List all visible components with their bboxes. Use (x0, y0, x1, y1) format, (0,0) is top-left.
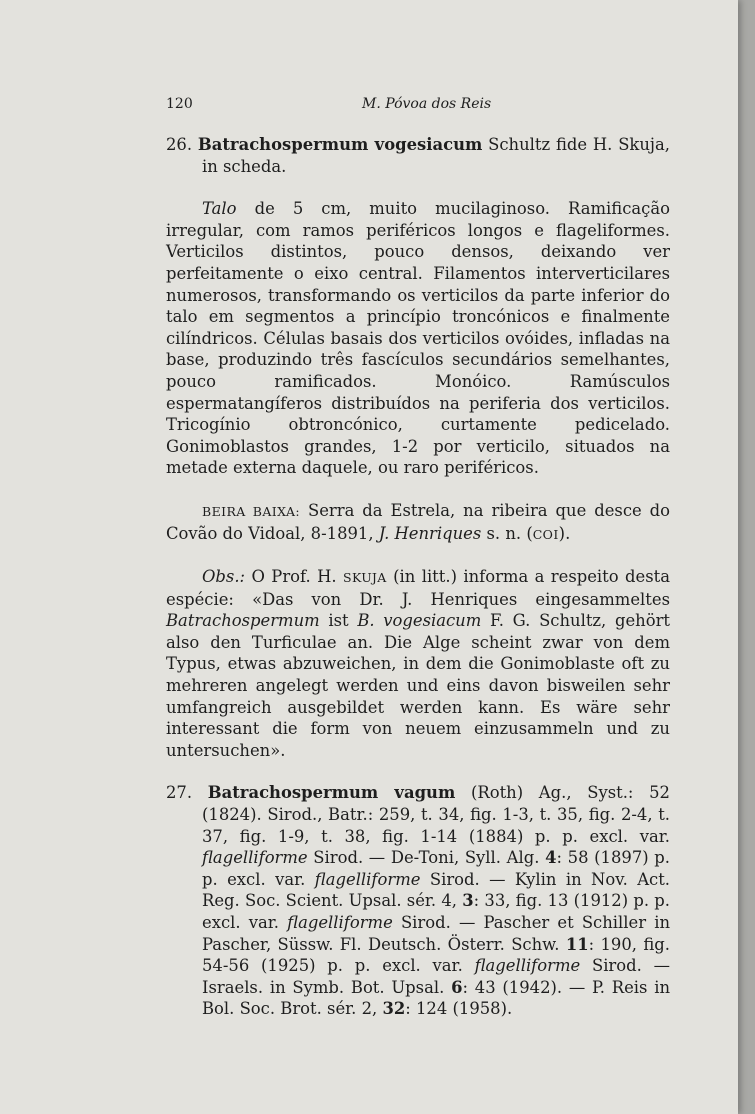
citation-text: (Roth) Ag., Syst.: 52 (1824). Sirod., Batr.: 259, t. 34, fig. 1-3, t. 35, fig. 2-4, t. 37, fig. 1-9, t. 38, fig. 1-14 (1884) p. p. excl. var. (202, 783, 670, 846)
collector-name: J. Henriques (378, 523, 482, 543)
page-body (166, 134, 670, 1020)
author-smallcaps: SKUJA (343, 570, 387, 586)
species-name: Batrachospermum vagum (207, 783, 456, 803)
citation-text: : 43 (1942). — P. Reis in Bol. Soc. Brot. sér. 2, (202, 977, 670, 1019)
italic-variety: flagelliforme (314, 869, 421, 889)
citation-text: : 58 (1897) p. p. excl. var. (202, 848, 670, 889)
observation-paragraph (166, 566, 670, 761)
italic-variety: flagelliforme (287, 913, 393, 932)
locality-text-2: s. n. ( (481, 523, 533, 543)
volume-number: 11 (565, 934, 589, 954)
locality-paragraph (166, 500, 670, 545)
citation-text: : 33, fig. 13 (1912) p. p. excl. var. (202, 891, 670, 932)
citation-text: Sirod. — De-Toni, Syll. Alg. (307, 848, 546, 868)
obs-text-3: ist (319, 611, 358, 631)
entry-number: 27. (166, 783, 193, 803)
locality-text: Serra da Estrela, na ribeira que desce do Covão do Vidoal, 8-1891, (166, 500, 670, 543)
running-title: M. Póvoa dos Reis (362, 96, 492, 112)
volume-number: 3 (462, 891, 474, 911)
obs-text-2: (in litt.) informa a respeito desta espécie: «Das von Dr. J. Henriques eingesammeltes (166, 567, 670, 609)
italic-variety: flagelliforme (474, 956, 581, 976)
italic-variety: flagelliforme (202, 848, 308, 868)
species-entry-26 (166, 134, 670, 177)
herbarium-code: COI (532, 526, 559, 542)
citation-text: Sirod. — Kylin in Nov. Act. Reg. Soc. Scient. Upsal. sér. 4, (202, 869, 671, 911)
page-number: 120 (166, 96, 193, 112)
citation-text: Sirod. — Pascher et Schiller in Pascher, Süssw. Fl. Deutsch. Österr. Schw. (202, 913, 670, 954)
obs-label: Obs.: (202, 567, 246, 587)
volume-number: 32 (382, 999, 406, 1019)
citation-text: : 190, fig. 54-56 (1925) p. p. excl. var. (202, 934, 670, 976)
citation-text: : 124 (1958). (405, 999, 513, 1019)
volume-number: 4 (545, 848, 557, 868)
entry-number: 26. (166, 135, 193, 154)
description-paragraph (166, 198, 670, 479)
italic-species: B. vogesiacum (357, 611, 482, 631)
volume-number: 6 (451, 977, 463, 997)
italic-genus: Batrachospermum (166, 611, 320, 631)
species-name: Batrachospermum vogesiacum (197, 135, 483, 154)
region-label: BEIRA BAIXA: (202, 503, 301, 519)
italic-lead: Talo (202, 199, 237, 219)
obs-text: O Prof. H. (245, 567, 344, 587)
locality-text-3: ). (558, 523, 571, 543)
entry-citation: Schultz fide H. Skuja, in scheda. (202, 135, 670, 176)
obs-text-4: F. G. Schultz, gehört also den Turficulae an. Die Alge scheint zwar von dem Typus, etwas abzuweichen, in dem die Gonimoblaste oft zu mehreren angelegt werden und eins davon bisweilen sehr umfangreich ausgebildet werden kann. Es wäre sehr interessant die form von neuem einzusammeln und zu untersuchen». (166, 611, 670, 760)
citation-text: Sirod. — Israels. in Symb. Bot. Upsal. (202, 956, 670, 997)
description-text: de 5 cm, muito mucilaginoso. Ramificação irregular, com ramos periféricos longos e flageliformes. Verticilos distintos, pouco densos, deixando ver perfeitamente o eixo central. Filamentos interverticilares numerosos, transformando os verticilos da parte inferior do talo em segmentos a princípio troncónicos e finalmente cilíndricos. Células basais dos verticilos ovóides, infladas na base, produzindo três fascículos secundários semelhantes, pouco ramificados. Monóico. Ramúsculos espermatangíferos distribuídos na periferia dos verticilos. Tricogínio obtroncónico, curtamente pedicelado. Gonimoblastos grandes, 1-2 por verticilo, situados na metade externa daquele, ou raro periféricos. (166, 199, 670, 478)
species-entry-27 (166, 782, 670, 1020)
